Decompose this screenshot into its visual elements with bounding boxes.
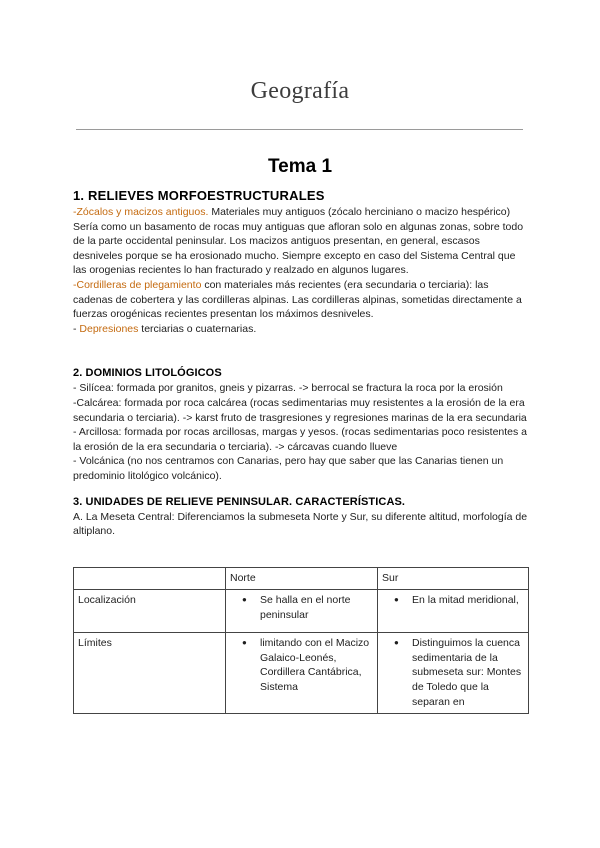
table-header-cell: [74, 567, 226, 590]
table-header-cell: Sur: [378, 567, 529, 590]
section3-heading: 3. UNIDADES DE RELIEVE PENINSULAR. CARACTERÍSTICAS.: [73, 495, 406, 508]
zocalos-text: Materiales muy antiguos (zócalo herciniano o macizo hespérico) Sería como un basamento de rocas muy antiguas que afloran solo en algunas zonas, sobre todo de la parte occidental peninsular. Los macizos antiguos presentan, en general, escasos desniveles porque se ha erosionado mucho. Siempre excepto en caso del Sistema Central que las orogenias recientes lo han fracturado y realzado en algunos lugares.: [73, 206, 524, 277]
list-item: ● Se halla en el norte peninsular: [260, 593, 373, 622]
table-header-row: [74, 567, 529, 590]
section1-heading: 1. RELIEVES MORFOESTRUCTURALES: [73, 188, 325, 203]
meseta-comparison-table: [73, 567, 529, 715]
table-cell: [378, 633, 529, 714]
table-row: [74, 590, 529, 633]
bullet-dash: -: [73, 206, 77, 218]
highlight-cordilleras: Cordilleras de plegamiento: [76, 278, 202, 291]
list-item: ● En la mitad meridional,: [412, 593, 524, 608]
section1-paragraph-cordilleras: [73, 278, 528, 322]
litology-item-calcarea: -Calcárea: formada por roca calcárea (rocas sedimentarias muy resistentes a la erosión de la era secundaria o terciaria). -> karst fruto de trasgresiones y regresiones marinas de la era secundaria: [73, 396, 527, 424]
list-item: ● Distinguimos la cuenca sedimentaria de la submeseta sur: Montes de Toledo que la separan en: [412, 636, 524, 709]
section1-paragraph-zocalos: [73, 205, 528, 278]
section3-intro: A. La Meseta Central: Diferenciamos la submeseta Norte y Sur, su diferente altitud, morfología de altiplano.: [73, 510, 528, 538]
cordilleras-text: con materiales más recientes (era secundaria o terciaria): las cadenas de cobertera y las cordilleras alpinas. Las cordilleras alpinas, sometidas directamente a fuerzas orogénicas recientes presentan los máximos desniveles.: [73, 278, 522, 321]
bullet-dash: -: [73, 278, 77, 291]
table-cell: [226, 633, 378, 714]
depresiones-text: terciarias o cuaternarias.: [138, 322, 257, 335]
table-row-label: Localización: [74, 590, 226, 633]
litology-item-volcanica: - Volcánica (no nos centramos con Canarias, pero hay que saber que las Canarias tienen un predominio litológico volcánico).: [73, 455, 504, 482]
tema-heading: Tema 1: [267, 156, 333, 177]
title-divider: [76, 129, 523, 130]
litology-item-silicea: - Silícea: formada por granitos, gneis y pizarras. -> berrocal se fractura la roca por la erosión: [73, 382, 503, 395]
list-item: ● limitando con el Macizo Galaico-Leonés, Cordillera Cantábrica, Sistema: [260, 636, 373, 694]
section1-paragraph-depresiones: [73, 322, 528, 337]
table-row: [74, 633, 529, 714]
table-cell: [226, 590, 378, 633]
litology-item-arcillosa: - Arcillosa: formada por rocas arcillosas, margas y yesos. (rocas sedimentarias poco resistentes a la erosión de la era secundaria o terciaria). -> cárcavas cuando llueve: [73, 426, 528, 453]
table-cell: [378, 590, 529, 633]
bullet-dash: -: [73, 322, 80, 335]
table-header-cell: Norte: [226, 567, 378, 590]
section2-heading: 2. DOMINIOS LITOLÓGICOS: [73, 367, 222, 380]
document-body: [73, 187, 528, 714]
highlight-zocalos: Zócalos y macizos antiguos.: [76, 206, 209, 218]
highlight-depresiones: Depresiones: [79, 322, 139, 335]
table-row-label: Límites: [74, 633, 226, 714]
document-title: Geografía: [250, 78, 350, 104]
